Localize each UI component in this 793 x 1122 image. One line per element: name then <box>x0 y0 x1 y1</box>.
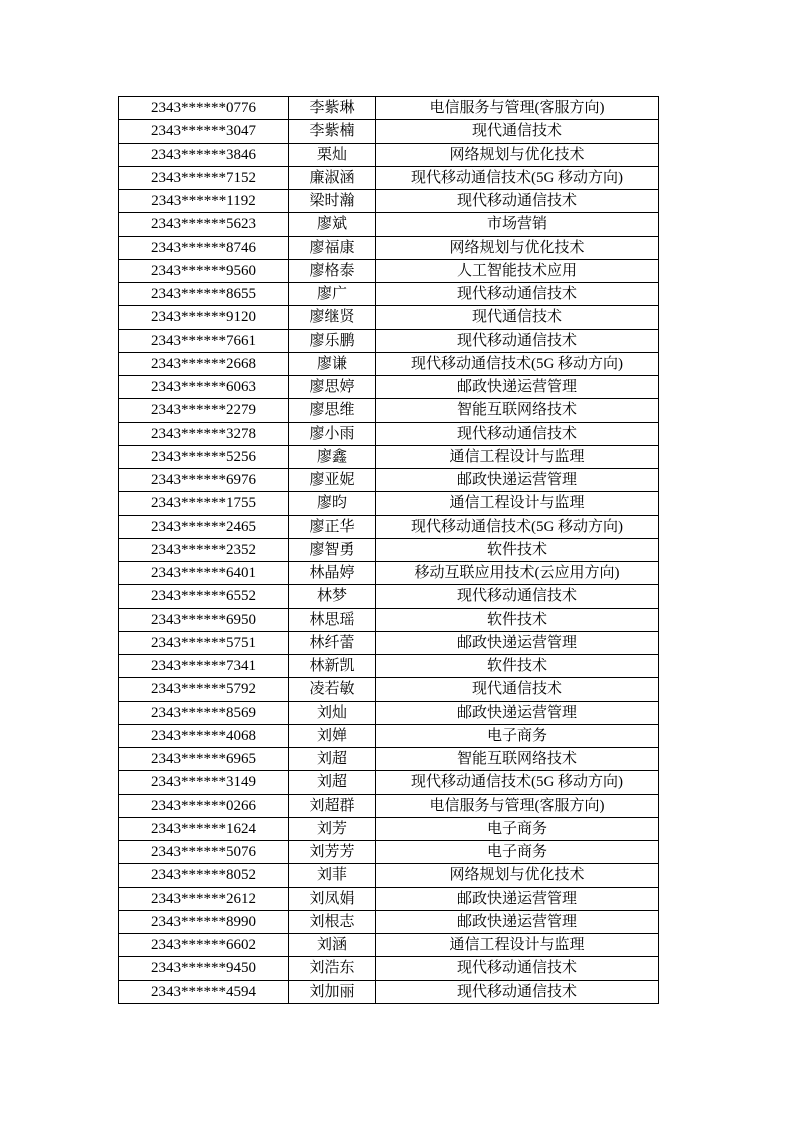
table-row <box>119 887 659 910</box>
name-cell: 李紫琳 <box>289 97 376 120</box>
major-cell: 现代移动通信技术 <box>376 957 659 980</box>
table-row <box>119 538 659 561</box>
table-row <box>119 841 659 864</box>
major-cell: 网络规划与优化技术 <box>376 143 659 166</box>
major-cell: 网络规划与优化技术 <box>376 236 659 259</box>
major-cell: 邮政快递运营管理 <box>376 701 659 724</box>
table-row <box>119 306 659 329</box>
major-cell: 智能互联网络技术 <box>376 748 659 771</box>
major-cell: 移动互联应用技术(云应用方向) <box>376 562 659 585</box>
admission-roster-table-body <box>119 97 659 1004</box>
name-cell: 廖亚妮 <box>289 469 376 492</box>
name-cell: 廖谦 <box>289 352 376 375</box>
table-row <box>119 492 659 515</box>
exam-number-cell: 2343******4068 <box>119 724 289 747</box>
exam-number-cell: 2343******9450 <box>119 957 289 980</box>
name-cell: 刘芳芳 <box>289 841 376 864</box>
name-cell: 刘超 <box>289 771 376 794</box>
major-cell: 通信工程设计与监理 <box>376 445 659 468</box>
major-cell: 人工智能技术应用 <box>376 259 659 282</box>
table-row <box>119 910 659 933</box>
name-cell: 廖格泰 <box>289 259 376 282</box>
major-cell: 邮政快递运营管理 <box>376 469 659 492</box>
major-cell: 市场营销 <box>376 213 659 236</box>
name-cell: 李紫楠 <box>289 120 376 143</box>
major-cell: 智能互联网络技术 <box>376 399 659 422</box>
exam-number-cell: 2343******9560 <box>119 259 289 282</box>
name-cell: 廖正华 <box>289 515 376 538</box>
name-cell: 林纤蕾 <box>289 631 376 654</box>
name-cell: 梁时瀚 <box>289 190 376 213</box>
major-cell: 现代移动通信技术 <box>376 190 659 213</box>
major-cell: 电信服务与管理(客服方向) <box>376 97 659 120</box>
exam-number-cell: 2343******0776 <box>119 97 289 120</box>
name-cell: 刘根志 <box>289 910 376 933</box>
table-row <box>119 864 659 887</box>
exam-number-cell: 2343******9120 <box>119 306 289 329</box>
table-row <box>119 794 659 817</box>
table-row <box>119 120 659 143</box>
major-cell: 邮政快递运营管理 <box>376 631 659 654</box>
major-cell: 通信工程设计与监理 <box>376 492 659 515</box>
major-cell: 现代通信技术 <box>376 120 659 143</box>
table-row <box>119 631 659 654</box>
name-cell: 刘婵 <box>289 724 376 747</box>
name-cell: 林思瑶 <box>289 608 376 631</box>
exam-number-cell: 2343******1624 <box>119 817 289 840</box>
table-row <box>119 655 659 678</box>
table-row <box>119 329 659 352</box>
table-row <box>119 213 659 236</box>
name-cell: 刘浩东 <box>289 957 376 980</box>
table-row <box>119 143 659 166</box>
major-cell: 网络规划与优化技术 <box>376 864 659 887</box>
name-cell: 刘涵 <box>289 934 376 957</box>
major-cell: 现代通信技术 <box>376 306 659 329</box>
major-cell: 现代通信技术 <box>376 678 659 701</box>
exam-number-cell: 2343******5076 <box>119 841 289 864</box>
name-cell: 廖鑫 <box>289 445 376 468</box>
exam-number-cell: 2343******2352 <box>119 538 289 561</box>
exam-number-cell: 2343******4594 <box>119 980 289 1003</box>
exam-number-cell: 2343******6602 <box>119 934 289 957</box>
table-row <box>119 678 659 701</box>
major-cell: 软件技术 <box>376 608 659 631</box>
exam-number-cell: 2343******8052 <box>119 864 289 887</box>
exam-number-cell: 2343******0266 <box>119 794 289 817</box>
table-row <box>119 97 659 120</box>
major-cell: 电子商务 <box>376 841 659 864</box>
name-cell: 廖福康 <box>289 236 376 259</box>
name-cell: 栗灿 <box>289 143 376 166</box>
exam-number-cell: 2343******5792 <box>119 678 289 701</box>
name-cell: 刘凤娟 <box>289 887 376 910</box>
exam-number-cell: 2343******6965 <box>119 748 289 771</box>
table-row <box>119 376 659 399</box>
name-cell: 凌若敏 <box>289 678 376 701</box>
major-cell: 现代移动通信技术 <box>376 980 659 1003</box>
major-cell: 现代移动通信技术 <box>376 283 659 306</box>
table-row <box>119 259 659 282</box>
name-cell: 廉淑涵 <box>289 166 376 189</box>
name-cell: 刘芳 <box>289 817 376 840</box>
name-cell: 廖斌 <box>289 213 376 236</box>
exam-number-cell: 2343******5751 <box>119 631 289 654</box>
name-cell: 廖继贤 <box>289 306 376 329</box>
table-row <box>119 469 659 492</box>
name-cell: 刘菲 <box>289 864 376 887</box>
table-row <box>119 608 659 631</box>
exam-number-cell: 2343******5256 <box>119 445 289 468</box>
name-cell: 廖乐鹏 <box>289 329 376 352</box>
table-row <box>119 352 659 375</box>
table-row <box>119 445 659 468</box>
major-cell: 软件技术 <box>376 655 659 678</box>
major-cell: 电信服务与管理(客服方向) <box>376 794 659 817</box>
name-cell: 廖昀 <box>289 492 376 515</box>
exam-number-cell: 2343******6401 <box>119 562 289 585</box>
exam-number-cell: 2343******3047 <box>119 120 289 143</box>
major-cell: 现代移动通信技术(5G 移动方向) <box>376 352 659 375</box>
exam-number-cell: 2343******1755 <box>119 492 289 515</box>
table-row <box>119 515 659 538</box>
table-row <box>119 771 659 794</box>
table-row <box>119 166 659 189</box>
name-cell: 刘灿 <box>289 701 376 724</box>
exam-number-cell: 2343******7152 <box>119 166 289 189</box>
exam-number-cell: 2343******2612 <box>119 887 289 910</box>
table-row <box>119 422 659 445</box>
table-row <box>119 934 659 957</box>
table-row <box>119 190 659 213</box>
major-cell: 现代移动通信技术 <box>376 329 659 352</box>
major-cell: 邮政快递运营管理 <box>376 887 659 910</box>
exam-number-cell: 2343******8655 <box>119 283 289 306</box>
major-cell: 现代移动通信技术 <box>376 585 659 608</box>
exam-number-cell: 2343******2668 <box>119 352 289 375</box>
name-cell: 廖广 <box>289 283 376 306</box>
table-row <box>119 236 659 259</box>
table-row <box>119 283 659 306</box>
exam-number-cell: 2343******2279 <box>119 399 289 422</box>
major-cell: 现代移动通信技术(5G 移动方向) <box>376 166 659 189</box>
name-cell: 刘加丽 <box>289 980 376 1003</box>
name-cell: 林梦 <box>289 585 376 608</box>
exam-number-cell: 2343******6976 <box>119 469 289 492</box>
major-cell: 邮政快递运营管理 <box>376 910 659 933</box>
admission-roster-table <box>118 96 659 1004</box>
exam-number-cell: 2343******3278 <box>119 422 289 445</box>
major-cell: 现代移动通信技术 <box>376 422 659 445</box>
exam-number-cell: 2343******7661 <box>119 329 289 352</box>
major-cell: 电子商务 <box>376 724 659 747</box>
name-cell: 廖思维 <box>289 399 376 422</box>
major-cell: 邮政快递运营管理 <box>376 376 659 399</box>
exam-number-cell: 2343******5623 <box>119 213 289 236</box>
exam-number-cell: 2343******3149 <box>119 771 289 794</box>
major-cell: 现代移动通信技术(5G 移动方向) <box>376 515 659 538</box>
name-cell: 刘超 <box>289 748 376 771</box>
exam-number-cell: 2343******7341 <box>119 655 289 678</box>
table-row <box>119 724 659 747</box>
table-row <box>119 701 659 724</box>
exam-number-cell: 2343******8569 <box>119 701 289 724</box>
name-cell: 林新凯 <box>289 655 376 678</box>
table-row <box>119 399 659 422</box>
name-cell: 林晶婷 <box>289 562 376 585</box>
name-cell: 刘超群 <box>289 794 376 817</box>
major-cell: 现代移动通信技术(5G 移动方向) <box>376 771 659 794</box>
name-cell: 廖思婷 <box>289 376 376 399</box>
table-row <box>119 980 659 1003</box>
table-row <box>119 957 659 980</box>
exam-number-cell: 2343******6950 <box>119 608 289 631</box>
exam-number-cell: 2343******2465 <box>119 515 289 538</box>
table-row <box>119 748 659 771</box>
major-cell: 电子商务 <box>376 817 659 840</box>
major-cell: 通信工程设计与监理 <box>376 934 659 957</box>
major-cell: 软件技术 <box>376 538 659 561</box>
table-row <box>119 585 659 608</box>
exam-number-cell: 2343******6552 <box>119 585 289 608</box>
table-row <box>119 817 659 840</box>
name-cell: 廖智勇 <box>289 538 376 561</box>
exam-number-cell: 2343******1192 <box>119 190 289 213</box>
exam-number-cell: 2343******3846 <box>119 143 289 166</box>
name-cell: 廖小雨 <box>289 422 376 445</box>
exam-number-cell: 2343******8746 <box>119 236 289 259</box>
exam-number-cell: 2343******6063 <box>119 376 289 399</box>
exam-number-cell: 2343******8990 <box>119 910 289 933</box>
table-row <box>119 562 659 585</box>
